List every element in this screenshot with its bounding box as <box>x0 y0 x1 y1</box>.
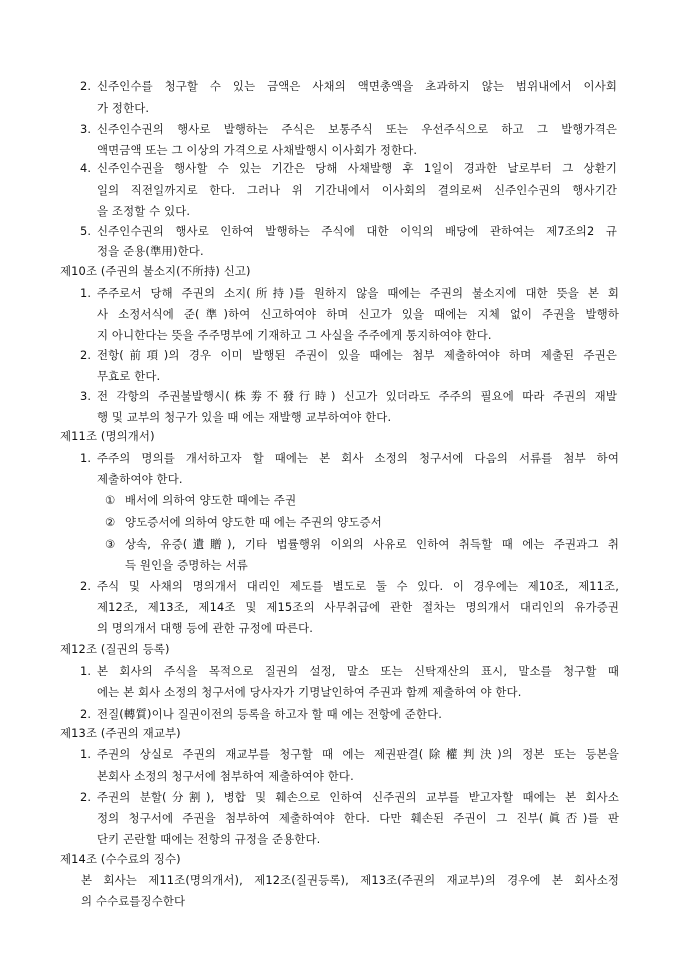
article-heading: 제14조 (수수료의 징수) <box>60 852 181 866</box>
item-number: 2. <box>80 348 92 362</box>
item-text-line: 에는 본 회사 소정의 청구서에 당사자가 기명날인하여 주권과 함께 제출하여 야 한다. <box>97 685 522 699</box>
item-number: 1. <box>80 747 92 761</box>
item-number: 1. <box>80 451 92 465</box>
item-text-line: 정을 준용(準用)한다. <box>97 244 204 258</box>
article-heading: 제10조 (주권의 불소지(不所持) 신고) <box>60 264 251 278</box>
item-text-line: 본 회사의 주식을 목적으로 질권의 설정, 말소 또는 신탁재산의 표시, 말소를 청구할 때 <box>97 664 619 678</box>
item-text-line: 제출하여야 한다. <box>97 472 183 486</box>
item-number: 2. <box>80 79 92 93</box>
sub-item-text-line: 양도증서에 의하여 양도한 때 에는 주권의 양도증서 <box>125 515 382 529</box>
item-text-line: 가 정한다. <box>97 101 150 115</box>
item-text-line: 주권의 분할(分割), 병합 및 훼손으로 인하여 신주권의 교부를 받고자할 때에는 본 회사소 <box>97 790 619 804</box>
item-text-line: 신주인수권을 행사할 수 있는 기간은 당해 사채발행 후 1일이 경과한 날로부터 그 상환기 <box>97 161 617 175</box>
item-number: 2. <box>80 707 92 721</box>
article-heading: 제13조 (주권의 재교부) <box>60 726 181 740</box>
item-number: 3. <box>80 389 92 403</box>
item-text-line: 일의 직전일까지로 한다. 그러나 위 기간내에서 이사회의 결의로써 신주인수권의 행사기간 <box>97 183 617 197</box>
item-text-line: 정의 청구서에 주권을 첨부하여 제출하여야 한다. 다만 훼손된 주권이 그 진부(眞否)를 판 <box>97 811 619 825</box>
sub-item-text-line: 배서에 의하여 양도한 때에는 주권 <box>125 493 297 507</box>
item-text-line: 주주의 명의를 개서하고자 할 때에는 본 회사 소정의 청구서에 다음의 서류를 첨부 하여 <box>97 451 619 465</box>
item-text-line: 전질(轉質)이나 질권이전의 등록을 하고자 할 때 에는 전항에 준한다. <box>97 707 443 721</box>
sub-item-text-line: 득 원인을 증명하는 서류 <box>125 558 248 572</box>
item-text-line: 무효로 한다. <box>97 369 161 383</box>
item-text-line: 주권의 상실로 주권의 재교부를 청구할 때 에는 제권판결(除權判決)의 정본 또는 등본을 <box>97 747 619 761</box>
sub-item-marker: ① <box>105 493 116 507</box>
item-text-line: 주식 및 사채의 명의개서 대리인 제도를 별도로 둘 수 있다. 이 경우에는 제10조, 제11조, <box>97 579 619 593</box>
item-text-line: 제12조, 제13조, 제14조 및 제15조의 사무취급에 관한 절차는 명의개서 대리인의 유가증권 <box>97 600 619 614</box>
sub-item-marker: ③ <box>105 537 116 551</box>
item-text-line: 본회사 소정의 청구서에 첨부하여 제출하여야 한다. <box>97 769 354 783</box>
item-text-line: 지 아니한다는 뜻을 주주명부에 기재하고 그 사실을 주주에게 통지하여야 한다. <box>97 328 492 342</box>
item-text-line: 신주인수를 청구할 수 있는 금액은 사채의 액면총액을 초과하지 않는 범위내에서 이사회 <box>97 79 617 93</box>
item-text-line: 전 각항의 주권불발행시(株劵不發行時) 신고가 있더라도 주주의 필요에 따라 주권의 재발 <box>97 389 617 403</box>
item-number: 2. <box>80 579 92 593</box>
item-text-line: 전항(前項)의 경우 이미 발행된 주권이 있을 때에는 첨부 제출하여야 하며 제출된 주권은 <box>97 348 617 362</box>
article-heading: 제11조 (명의개서) <box>60 429 155 443</box>
item-text-line: 신주인수권의 행사로 인하여 발행하는 주식에 대한 이익의 배당에 관하여는 제7조의2 규 <box>97 224 617 238</box>
item-number: 5. <box>80 224 92 238</box>
item-number: 3. <box>80 122 92 136</box>
item-text-line: 신주인수권의 행사로 발행하는 주식은 보통주식 또는 우선주식으로 하고 그 발행가격은 <box>97 122 617 136</box>
article-heading: 제12조 (질권의 등록) <box>60 642 170 656</box>
paragraph-line: 의 수수료를징수한다 <box>81 894 186 908</box>
item-text-line: 행 및 교부의 청구가 있을 때 에는 재발행 교부하여야 한다. <box>97 410 392 424</box>
item-text-line: 액면금액 또는 그 이상의 가격으로 사채발행시 이사회가 정한다. <box>97 143 418 157</box>
item-text-line: 주주로서 당해 주권의 소지(所持)를 원하지 않을 때에는 주권의 불소지에 대한 뜻을 본 회 <box>97 286 619 300</box>
sub-item-text-line: 상속, 유증(遺贈), 기타 법률행위 이외의 사유로 인하여 취득할 때 에는 주권과그 취 <box>125 537 619 551</box>
item-text-line: 사 소정서식에 준(準)하여 신고하여야 하며 신고가 있을 때에는 지체 없이 주권을 발행하 <box>97 307 619 321</box>
item-number: 1. <box>80 664 92 678</box>
sub-item-marker: ② <box>105 515 116 529</box>
item-number: 2. <box>80 790 92 804</box>
item-text-line: 의 명의개서 대행 등에 관한 규정에 따른다. <box>97 621 314 635</box>
item-text-line: 단키 곤란할 때에는 전항의 규정을 준용한다. <box>97 832 321 846</box>
item-number: 1. <box>80 286 92 300</box>
item-text-line: 을 조정할 수 있다. <box>97 204 191 218</box>
paragraph-line: 본 회사는 제11조(명의개서), 제12조(질권등록), 제13조(주권의 재교부)의 경우에 본 회사소정 <box>81 873 619 887</box>
item-number: 4. <box>80 161 92 175</box>
